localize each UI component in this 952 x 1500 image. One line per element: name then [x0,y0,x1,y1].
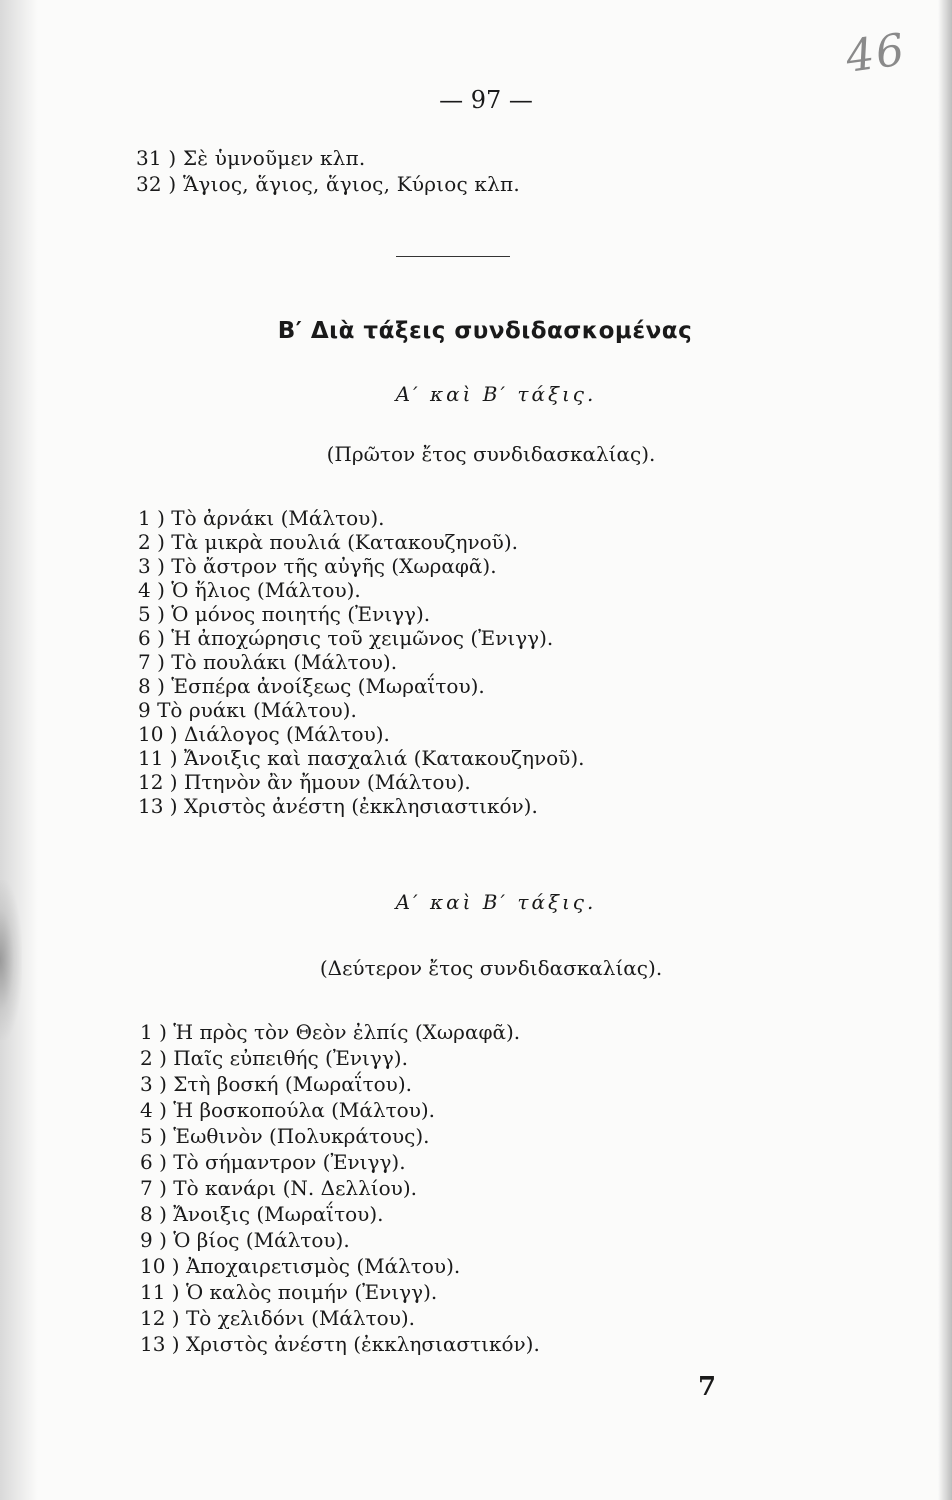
list-item: 8 ) Ἑσπέρα ἀνοίξεως (Μωραΐτου). [138,674,485,698]
list-item: 11 ) Ἄνοιξις καὶ πασχαλιά (Κατακουζηνοῦ). [138,746,585,770]
list-item: 5 ) Ὁ μόνος ποιητής (Ἐνιγγ). [138,602,431,626]
list-item: 3 ) Στὴ βοσκή (Μωραΐτου). [140,1072,413,1096]
list-item: 11 ) Ὁ καλὸς ποιμήν (Ἐνιγγ). [140,1280,438,1304]
list-item: 12 ) Τὸ χελιδόνι (Μάλτου). [140,1306,416,1330]
part1-subheading: (Πρῶτον ἔτος συνδιδασκαλίας). [326,442,656,466]
list-item-32: 32 ) Ἅγιος, ἅγιος, ἅγιος, Κύριος κλπ. [136,172,520,196]
list-item: 10 ) Ἀποχαιρετισμὸς (Μάλτου). [140,1254,461,1278]
handwritten-folio-number: 46 [842,24,910,83]
list-item: 7 ) Τὸ κανάρι (Ν. Δελλίου). [140,1176,417,1200]
list-item: 6 ) Τὸ σήμαντρον (Ἐνιγγ). [140,1150,406,1174]
part1-song-list [138,506,584,818]
list-item: 8 ) Ἄνοιξις (Μωραΐτου). [140,1202,384,1226]
part2-heading: Α′ καὶ Β′ τάξις. [395,890,597,914]
list-item: 7 ) Τὸ πουλάκι (Μάλτου). [138,650,398,674]
list-item: 4 ) Ὁ ἥλιος (Μάλτου). [138,578,361,602]
page-number: — 97 — [439,86,533,114]
page-gutter-shadow [0,0,38,1500]
part2-song-list [140,1020,540,1358]
list-item: 2 ) Τὰ μικρὰ πουλιά (Κατακουζηνοῦ). [138,530,518,554]
list-item: 9 Τὸ ρυάκι (Μάλτου). [138,698,357,722]
list-item: 4 ) Ἡ βοσκοπούλα (Μάλτου). [140,1098,436,1122]
list-item: 13 ) Χριστὸς ἀνέστη (ἐκκλησιαστικόν). [140,1332,540,1356]
list-item: 2 ) Παῖς εὐπειθής (Ἐνιγγ). [140,1046,408,1070]
list-item: 12 ) Πτηνὸν ἂν ἤμουν (Μάλτου). [138,770,471,794]
page-edge [938,0,952,1500]
list-item: 10 ) Διάλογος (Μάλτου). [138,722,390,746]
signature-number: 7 [698,1372,717,1402]
list-item: 13 ) Χριστὸς ἀνέστη (ἐκκλησιαστικόν). [138,794,538,818]
part1-heading: Α′ καὶ Β′ τάξις. [395,382,597,406]
list-item: 9 ) Ὁ βίος (Μάλτου). [140,1228,350,1252]
part2-subheading: (Δεύτερον ἔτος συνδιδασκαλίας). [319,956,663,980]
section-title: Β′ Διὰ τάξεις συνδιδασκομένας [277,318,693,344]
list-item: 1 ) Τὸ ἀρνάκι (Μάλτου). [138,506,385,530]
section-divider [396,256,510,257]
list-item: 3 ) Τὸ ἄστρον τῆς αὐγῆς (Χωραφᾶ). [138,554,497,578]
list-item-31: 31 ) Σὲ ὑμνοῦμεν κλπ. [136,146,366,170]
list-item: 6 ) Ἡ ἀποχώρησις τοῦ χειμῶνος (Ἐνιγγ). [138,626,554,650]
list-item: 1 ) Ἡ πρὸς τὸν Θεὸν ἐλπίς (Χωραφᾶ). [140,1020,521,1044]
list-item: 5 ) Ἑωθινὸν (Πολυκράτους). [140,1124,430,1148]
